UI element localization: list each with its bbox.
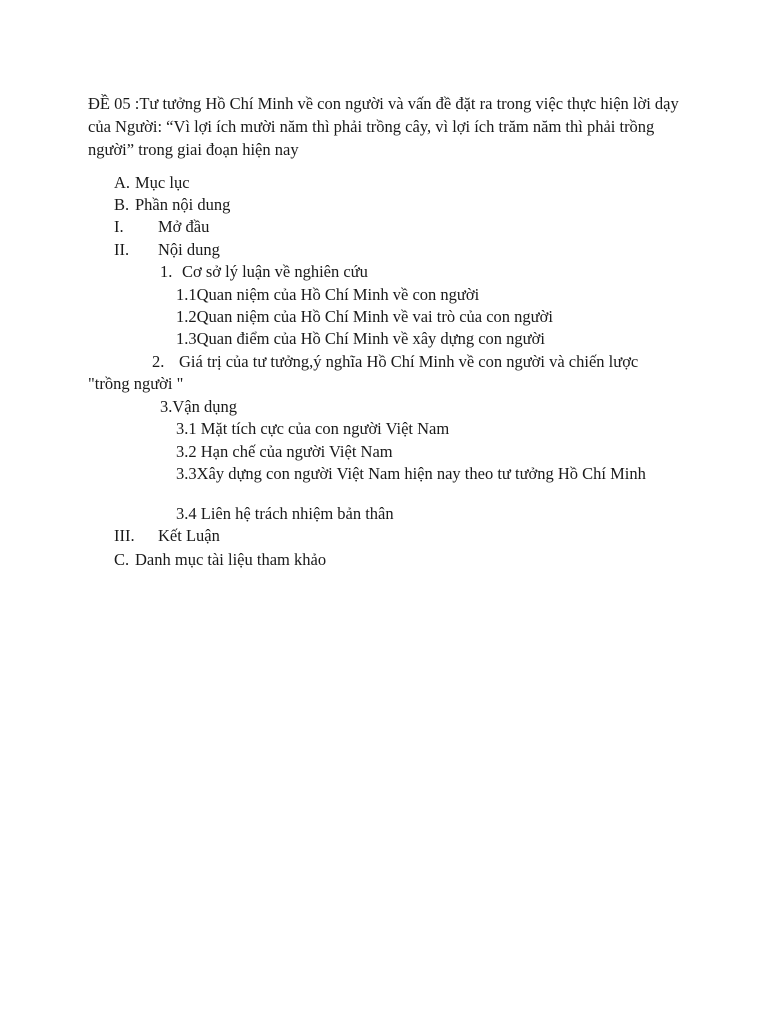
toc-label: 1.1Quan niệm của Hồ Chí Minh về con người bbox=[176, 285, 480, 304]
toc-label: Nội dung bbox=[158, 240, 220, 259]
toc-item-2 bbox=[152, 351, 638, 373]
toc-marker: A. bbox=[114, 173, 131, 192]
toc-label: Giá trị của tư tưởng,ý nghĩa Hồ Chí Minh về con người và chiến lược bbox=[179, 352, 639, 371]
toc-label-continuation: "trồng người " bbox=[88, 374, 184, 393]
toc-label: Kết Luận bbox=[158, 526, 220, 545]
toc-item-ii bbox=[114, 239, 220, 261]
toc-marker: B. bbox=[114, 195, 130, 214]
toc-item-iii bbox=[114, 525, 220, 547]
toc-marker: 1. bbox=[160, 262, 173, 281]
toc-marker: III. bbox=[114, 526, 135, 545]
toc-marker: II. bbox=[114, 240, 130, 259]
toc-label: 3.4 Liên hệ trách nhiệm bản thân bbox=[176, 504, 394, 523]
toc-label: Mở đầu bbox=[158, 217, 210, 236]
toc-item-1-1 bbox=[176, 284, 479, 306]
toc-item-i bbox=[114, 216, 209, 238]
toc-label: Phần nội dung bbox=[135, 195, 231, 214]
toc-label: Danh mục tài liệu tham khảo bbox=[135, 550, 327, 569]
toc-marker: I. bbox=[114, 217, 124, 236]
toc-marker: C. bbox=[114, 550, 130, 569]
toc-label: 3.2 Hạn chế của người Việt Nam bbox=[176, 442, 393, 461]
document-title: ĐỀ 05 :Tư tưởng Hồ Chí Minh về con người và vấn đề đặt ra trong việc thực hiện lời dạy của Người: “Vì lợi ích mười năm thì phải trồng cây, vì lợi ích trăm năm thì phải trồng người” trong giai đoạn hiện nay bbox=[88, 94, 679, 159]
toc-label: 1.3Quan điểm của Hồ Chí Minh về xây dựng con người bbox=[176, 329, 545, 348]
toc-item-3-2 bbox=[176, 441, 393, 463]
toc-item-1-2 bbox=[176, 306, 553, 328]
toc-item-a bbox=[114, 172, 190, 194]
toc-item-c bbox=[114, 549, 326, 571]
toc-item-3-4 bbox=[176, 503, 394, 525]
toc-item-b bbox=[114, 194, 230, 216]
toc-label: 1.2Quan niệm của Hồ Chí Minh về vai trò của con người bbox=[176, 307, 553, 326]
toc-label: 3.1 Mặt tích cực của con người Việt Nam bbox=[176, 419, 450, 438]
toc-label: Mục lục bbox=[135, 173, 190, 192]
toc-label: 3.Vận dụng bbox=[160, 397, 237, 416]
toc-label: 3.3Xây dựng con người Việt Nam hiện nay theo tư tưởng Hồ Chí Minh bbox=[176, 464, 646, 483]
toc-item-3-3 bbox=[176, 463, 646, 485]
toc-item-1 bbox=[160, 261, 368, 283]
toc-item-2-continuation bbox=[88, 373, 183, 395]
toc-marker: 2. bbox=[152, 352, 165, 371]
toc-label: Cơ sở lý luận về nghiên cứu bbox=[182, 262, 368, 281]
toc-item-1-3 bbox=[176, 328, 545, 350]
toc-item-3 bbox=[160, 396, 237, 418]
toc-item-3-1 bbox=[176, 418, 449, 440]
